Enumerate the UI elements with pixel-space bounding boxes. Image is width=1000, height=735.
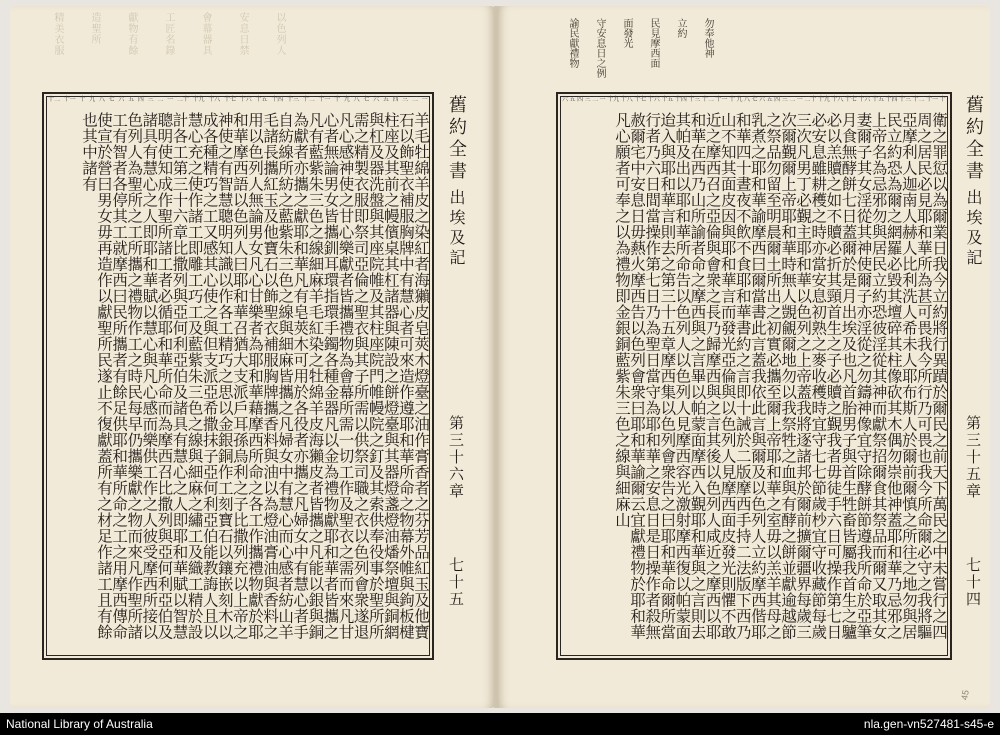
right-headnotes	[567, 18, 713, 78]
verse-number: 二	[157, 96, 164, 103]
ghost-note: 造聖所	[89, 12, 100, 45]
verse-number: 十二	[302, 96, 315, 103]
left-margin-column	[436, 95, 476, 660]
verse-number: 十六	[239, 96, 252, 103]
verse-number: 八	[98, 96, 105, 103]
headnote: 民見摩西面	[648, 18, 659, 68]
left-ghost-headnotes	[50, 12, 287, 56]
headnote: 面發光	[621, 18, 632, 48]
verse-number: 五	[382, 96, 389, 103]
library-credit: National Library of Australia	[6, 717, 153, 731]
verse-number: 六	[759, 96, 766, 103]
ghost-note: 精美衣服	[52, 12, 63, 56]
verse-number: 十七	[634, 96, 647, 103]
verse-number: 十	[728, 96, 735, 103]
ghost-note: 以色列人	[274, 12, 285, 56]
verse-number: 六	[562, 96, 569, 103]
verse-number: 三	[147, 96, 154, 103]
verse-number: 十五	[661, 96, 674, 103]
verse-number: 十一	[63, 96, 76, 103]
verse-number: 五	[766, 96, 773, 103]
right-verse-ruler	[562, 94, 946, 108]
record-id: nla.gen-vn527481-s45-e	[863, 717, 994, 731]
ghost-note: 安息日禁	[237, 12, 248, 56]
verse-number: 七	[363, 96, 370, 103]
verse-number: 八	[744, 96, 751, 103]
verse-number: 十六	[647, 96, 660, 103]
page-number: 七十四	[964, 557, 982, 608]
headnote: 諭民獻禮物	[567, 18, 578, 68]
verse-number: 十三	[688, 96, 701, 103]
footer-bar	[0, 713, 1000, 735]
verse-number: 十八	[208, 96, 221, 103]
verse-number: 七	[108, 96, 115, 103]
ghost-note: 工匠名錄	[163, 12, 174, 56]
verse-number: 十三	[286, 96, 299, 103]
verse-number: 二	[789, 96, 796, 103]
verse-number: 十五	[871, 96, 884, 103]
headnote: 立約	[675, 18, 686, 38]
verse-number: 十	[939, 96, 946, 103]
chapter-label: 第三十六章	[447, 415, 465, 500]
verse-number: 十二	[701, 96, 714, 103]
verse-number: 五	[569, 96, 576, 103]
headnote: 勿奉他神	[702, 18, 713, 58]
pencil-annotation: 45	[959, 689, 971, 701]
left-verse-ruler	[48, 94, 428, 108]
section-title: 出埃及記	[447, 189, 466, 269]
verse-number: 六	[118, 96, 125, 103]
verse-number: 十八	[831, 96, 844, 103]
verse-number: 四	[577, 96, 584, 103]
verse-number: 十一	[926, 96, 939, 103]
verse-number: 二十	[176, 96, 189, 103]
section-title: 出埃及記	[964, 189, 983, 269]
verse-number: 十六	[858, 96, 871, 103]
verse-number: 十	[79, 96, 86, 103]
book-title: 舊約全書	[446, 95, 467, 183]
verse-number: 四	[392, 96, 399, 103]
verse-number: 十七	[844, 96, 857, 103]
verse-number: 二	[412, 96, 419, 103]
verse-number: 四	[774, 96, 781, 103]
verse-number: 一	[796, 96, 803, 103]
right-body-text: 衛之罪愆以為爾業日我今立約將行異蹟於爾民之前天下萬民之中未嘗行之四周之居民必見耶和華所為甚可畏我今所行乃可畏也我今所命爾必守之我將驅亞摩利人迦南人赫人比利洗人希未人耶布斯人於爾前爾慎之所往之地勿與居民立約恐為爾之網羅必毀其壇碎其柱像砍其木偶勿崇他神蓋耶和華乃忌邪之上帝名為忌邪勿與居民立約恐彼淫從其神而獻祭招爾食其祭品而爾又取其女妻爾子其女淫從其神使爾子亦淫從之勿鑄神像宜守除酵餅節遵我所命於亞筆月食無酵餅七日蓋爾於是月出埃及也凡首胎男子與首生牲畜皆屬我首生之驢必以羔贖之如不贖必折其頸首生之子必贖之覲我者毋徒手六日可操作第七日必安息雖耕穫之時亦當安息初熟之麥收穫時宜守七七節歲杪宜守收藏節每歲三次凡男丁必覲主耶和華以色列之上帝蓋我將逐諸邦於爾前擴爾疆界每歲三次爾覲爾上帝耶和華時無人覬覦爾地勿以我祭牲之血與有酵之餅並獻逾越節之祭品勿留至明晨爾土所出之初實必攜至爾上帝耶和華之室毋以羔羊其母之乳煮之耶和華諭摩西曰爾當書此言蓋我依此言與爾及以色列人立約摩西偕耶和華四十晝夜不飲不食耶和華書約之言即十誡於二版摩西手持二法版下西乃山不知其面皮因與耶和華言而發光亞倫與以色列人見摩西面皮發光則懼不敢近之摩西召之亞倫與會衆之長乃歸摩西與之言其後以色列人咸近之摩西以耶和華在西乃山所諭者命之摩西與之言畢以帕蒙面摩西入覲耶和華與之言則去其帕及出以耶和華所命告以色列人以色列人見摩西容光激射摩西復以帕蒙面迨入與耶和華言則去之第三十五章摩西集以色列會衆告之曰耶和華命爾所當行者乃六日間當操作第七日乃為聖日當守為耶和華之安息日是日操作者殺無赦爾宅中安息日毋爇火摩西告以色列會衆曰耶和華諭爾云宜獻禮物於耶和華凡心願者可奉之以為禮物即金銀銅藍紫朱三色之線與細麻山	[613, 112, 948, 640]
right-margin-column	[953, 95, 993, 660]
verse-number: 十二	[48, 96, 61, 103]
verse-number: 十五	[255, 96, 268, 103]
verse-number: 八	[353, 96, 360, 103]
verse-number: 一	[599, 96, 606, 103]
verse-number: 十七	[224, 96, 237, 103]
verse-number: 七	[751, 96, 758, 103]
verse-number: 十	[334, 96, 341, 103]
verse-number: 十九	[817, 96, 830, 103]
verse-number: 一	[421, 96, 428, 103]
verse-number: 九	[343, 96, 350, 103]
chapter-label: 第三十五章	[964, 415, 982, 500]
verse-number: 十九	[192, 96, 205, 103]
verse-number: 十一	[318, 96, 331, 103]
verse-number: 二十	[804, 96, 817, 103]
left-body-text: 羊毛牡綿羊皮之染紅者海獺皮皂莢木燈臺之油作膏香者之芬芳品紅玉及他寶石以飾聖衣補服胸牌中有慧心者可來造作遵耶和華所命之物幕外帷與鉤板楗柱座及其前之幔儐桌其杠諸器與陳設之餅燈臺與其器燈盞燈油燔祭壇與銅網與杠及器洗盤與其座院帷及其柱座院門帷幔院之釘及其索供奉役事於聖所所需之精製衣服即祭司亞倫之聖衣與其子所需以供祭司職之衣以色列會衆遂退凡心感神使之甘心樂獻者皆攜禮物為會幕所需一切工作及聖衣之需而來凡甘心者無論男女皆攜釧耳環指環手鐲各種金器凡以金為禮物獻耶和華者皆攜之凡有藍紫朱三色之線細麻羊毛紅染之牡綿羊皮海獺皮者皆攜之凡能以銀與銅為獻者亦攜之獻耶和華凡有皂莢木可用於各役者亦攜之凡婦女中有慧心者手自紡線所紡之藍紫朱三色之線與細麻皆攜之凡婦女中有慧心而心感者紡山羊毛諸長攜紅玉及他寶石以飾聖衣補服胸牌攜香料與油以為燈油膏油與香料之用以色列人無論男女凡心甘樂者為耶和華藉摩西所命之各工作攜禮物獻於耶和華摩西語以色列人曰耶和華召猶大支派戶耳孫烏利之子比撒列充以上帝之神使之有智慧聰明知識以作各工精巧之思以金銀銅作工刻寶石以鑲嵌刻木以成各種精巧之工又感其心使之與但支派亞希撒抹子亞何利亞伯能教誨人且以慧心充之使作諸工即雕工巧工及藍紫朱三色之線與細麻之繡工及織工精於設計各工第三十六章比撒列與亞何利亞伯及諸具有慧心之人即耶和華賦以智慧聰明使知成作聖所諸工者必循耶和華所命而為摩西召比撒列與亞何利亞伯及諸具有慧心之人即耶和華賦以慧心與凡心感而樂供工作之人彼受摩西所接以色列人為聖所之工所攜之禮物作工之時民每早仍攜樂獻之物而來凡作聖所諸工有智者各停其工就摩西曰民所攜者有餘足供耶和華所命之工之用摩西傳命使宣於營曰男女毋再造作以獻聖所民遂止不復獻蓋所有之材足作諸工且有餘也其中諸有	[79, 112, 430, 640]
verse-number: 十三	[899, 96, 912, 103]
verse-number: 一	[167, 96, 174, 103]
verse-number: 二	[592, 96, 599, 103]
verse-number: 三	[781, 96, 788, 103]
verse-number: 十一	[715, 96, 728, 103]
verse-number: 十四	[674, 96, 687, 103]
verse-number: 九	[89, 96, 96, 103]
verse-number: 三	[584, 96, 591, 103]
book-title: 舊約全書	[963, 95, 984, 183]
verse-number: 十八	[620, 96, 633, 103]
verse-number: 九	[736, 96, 743, 103]
verse-number: 六	[373, 96, 380, 103]
verse-number: 四	[137, 96, 144, 103]
verse-number: 五	[128, 96, 135, 103]
verse-number: 三	[402, 96, 409, 103]
verse-number: 十四	[885, 96, 898, 103]
verse-number: 十二	[912, 96, 925, 103]
verse-number: 十四	[271, 96, 284, 103]
ghost-note: 獻物有餘	[126, 12, 137, 56]
page-number: 七十五	[447, 557, 465, 608]
verse-number: 十九	[607, 96, 620, 103]
ghost-note: 會幕器具	[200, 12, 211, 56]
headnote: 守安息日之例	[594, 18, 605, 78]
